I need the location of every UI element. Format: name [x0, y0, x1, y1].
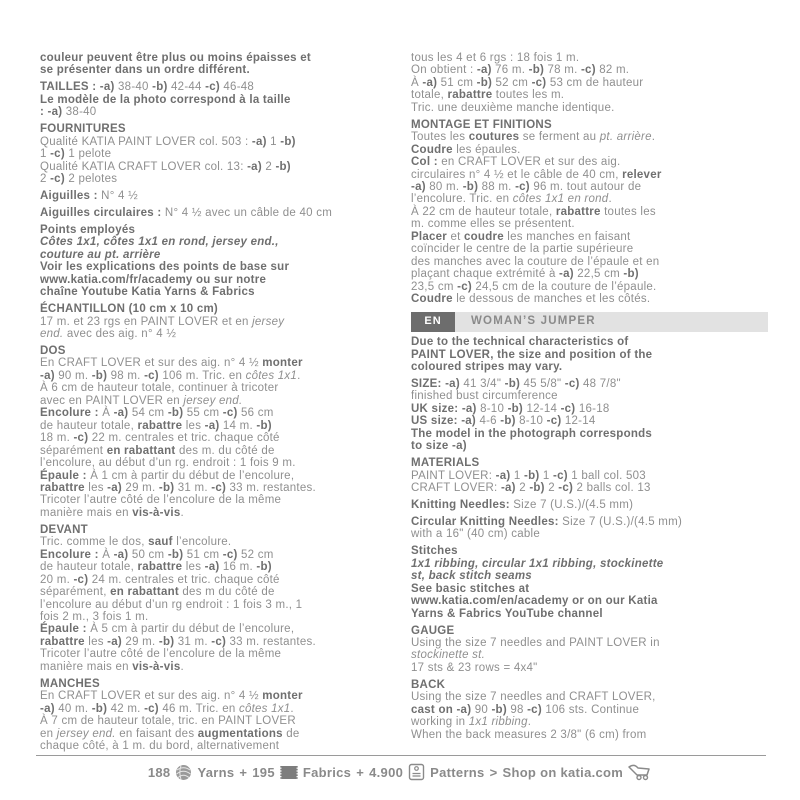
section-heading: Stitches	[411, 545, 458, 558]
text-line: www.katia.com/en/academy or on our Katia	[411, 595, 658, 608]
section-heading: GAUGE	[411, 624, 455, 637]
text-line: totale, rabattre toutes les m.	[411, 89, 565, 102]
text-line: www.katia.com/fr/academy ou sur notre	[40, 273, 267, 286]
text-line: working in 1x1 ribbing.	[411, 716, 532, 729]
text-line: Aiguilles circulaires : N° 4 ½ avec un câble de 40 cm	[40, 206, 333, 219]
text-line: À 6 cm de hauteur totale, continuer à tricoter	[40, 382, 279, 395]
shopping-cart-icon[interactable]	[628, 763, 652, 781]
right-column	[411, 52, 768, 753]
text-line: Côtes 1x1, côtes 1x1 en rond, jersey end.,	[40, 236, 279, 249]
text-line: En CRAFT LOVER et sur des aig. n° 4 ½ monter	[40, 690, 303, 703]
text-line: st, back stitch seams	[411, 570, 532, 583]
text-line: PAINT LOVER, the size and position of the	[411, 348, 653, 361]
text-line: 20 m. -c) 24 m. centrales et tric. chaque côté	[40, 573, 280, 586]
text-line: Placer et coudre les manches en faisant	[411, 230, 631, 243]
text-line: SIZE: -a) 41 3/4" -b) 45 5/8" -c) 48 7/8"	[411, 377, 621, 390]
yarns-label: Yarns	[197, 764, 235, 780]
text-line: UK size: -a) 8-10 -b) 12-14 -c) 16-18	[411, 402, 610, 415]
text-line: Tricoter l’autre côté de l’encolure de la même	[40, 494, 282, 507]
text-line: rabattre les -a) 29 m. -b) 31 m. -c) 33 m. restantes.	[40, 635, 316, 648]
text-line: l’encolure. Tric. en côtes 1x1 en rond.	[411, 193, 612, 206]
text-line: couture au pt. arrière	[40, 248, 161, 261]
text-line: Tric. une deuxième manche identique.	[411, 101, 615, 114]
yarn-ball-icon	[175, 764, 192, 781]
text-line: À -a) 51 cm -b) 52 cm -c) 53 cm de hauteur	[411, 76, 644, 89]
text-line: m. comme elles se présentent.	[411, 218, 575, 231]
text-line: PAINT LOVER: -a) 1 -b) 1 -c) 1 ball col. 503	[411, 469, 646, 482]
text-line: -a) 80 m. -b) 88 m. -c) 96 m. tout autour de	[411, 181, 642, 194]
text-line: Toutes les coutures se ferment au pt. arrière.	[411, 131, 656, 144]
text-line: manière mais en vis-à-vis.	[40, 506, 184, 519]
text-line: Tric. comme le dos, sauf l’encolure.	[40, 536, 232, 549]
yarns-count: 188	[147, 764, 171, 780]
text-line: Tricoter l’autre côté de l’encolure de la même	[40, 648, 282, 661]
text-line: Qualité KATIA PAINT LOVER col. 503 : -a) 1 -b)	[40, 135, 296, 148]
section-heading: MONTAGE ET FINITIONS	[411, 118, 552, 131]
banner-title: WOMAN’S JUMPER	[471, 315, 596, 328]
text-line: de hauteur totale, rabattre les -a) 14 m. -b)	[40, 419, 272, 432]
text-line: coïncider le centre de la partie supérieure	[411, 243, 634, 256]
text-line: end. avec des aig. n° 4 ½	[40, 328, 177, 341]
plus-separator: +	[239, 764, 248, 780]
text-line: : -a) 38-40	[40, 106, 97, 119]
text-line: 18 m. -c) 22 m. centrales et tric. chaque côté	[40, 432, 280, 445]
arrow-separator: >	[489, 764, 498, 780]
text-line: TAILLES : -a) 38-40 -b) 42-44 -c) 46-48	[40, 81, 255, 94]
text-line: Coudre le dessous de manches et les côtés.	[411, 293, 651, 306]
text-line: couleur peuvent être plus ou moins épaisses et	[40, 52, 311, 64]
section-heading: BACK	[411, 678, 446, 691]
language-badge: EN	[411, 312, 455, 332]
text-line: Encolure : À -a) 50 cm -b) 51 cm -c) 52 cm	[40, 548, 274, 561]
text-line: des manches avec la couture de l’épaule et en	[411, 255, 660, 268]
text-line: circulaires n° 4 ½ et le câble de 40 cm, relever	[411, 168, 662, 181]
text-line: Coudre les épaules.	[411, 143, 521, 156]
text-line: finished bust circumference	[411, 390, 558, 403]
text-line: Knitting Needles: Size 7 (U.S.)/(4.5 mm)	[411, 499, 634, 511]
text-line: séparément en rabattant des m. du côté de	[40, 444, 275, 457]
section-heading: MATERIALS	[411, 457, 480, 470]
text-line: Aiguilles : N° 4 ½	[40, 190, 138, 203]
text-line: Qualité KATIA CRAFT LOVER col. 13: -a) 2 -b)	[40, 160, 291, 173]
footer	[0, 763, 800, 781]
patterns-count: 4.900	[369, 764, 404, 780]
footer-divider	[36, 755, 766, 756]
text-line: CRAFT LOVER: -a) 2 -b) 2 -c) 2 balls col. 13	[411, 482, 651, 495]
text-line: plaçant chaque extrémité à -a) 22,5 cm -b)	[411, 268, 639, 281]
text-line: US size: -a) 4-6 -b) 8-10 -c) 12-14	[411, 415, 596, 428]
fabrics-count: 195	[252, 764, 275, 780]
text-line: Using the size 7 needles and CRAFT LOVER,	[411, 691, 656, 704]
text-line: -a) 40 m. -b) 42 m. -c) 46 m. Tric. en côtes 1x1.	[40, 702, 294, 715]
text-line: chaîne Youtube Katia Yarns & Fabrics	[40, 286, 255, 299]
text-line: stockinette st.	[411, 649, 486, 662]
shop-link[interactable]: Shop on katia.com	[502, 764, 624, 780]
patterns-label: Patterns	[430, 764, 485, 780]
text-line: manière mais en vis-à-vis.	[40, 660, 184, 673]
text-line: l’encolure, au début d’un rg. endroit : 1 fois 9 m.	[40, 457, 296, 470]
text-line: See basic stitches at	[411, 582, 530, 595]
text-line: avec en PAINT LOVER en jersey end.	[40, 394, 243, 407]
text-line: The model in the photograph corresponds	[411, 427, 653, 440]
section-heading: ÉCHANTILLON (10 cm x 10 cm)	[40, 303, 219, 316]
text-line: Encolure : À -a) 54 cm -b) 55 cm -c) 56 cm	[40, 407, 274, 420]
language-banner	[411, 312, 768, 332]
text-line: 1 -c) 1 pelote	[40, 148, 112, 161]
text-columns	[40, 52, 768, 753]
text-line: Yarns & Fabrics YouTube channel	[411, 607, 603, 620]
text-line: Le modèle de la photo correspond à la taille	[40, 93, 291, 106]
text-line: with a 16" (40 cm) cable	[411, 528, 540, 541]
text-line: se présenter dans un ordre différent.	[40, 64, 250, 77]
text-line: 17 m. et 23 rgs en PAINT LOVER et en jersey	[40, 315, 285, 328]
section-heading: FOURNITURES	[40, 123, 126, 136]
text-line: en jersey end. en faisant des augmentations de	[40, 727, 300, 740]
text-line: de hauteur totale, rabattre les -a) 16 m. -b)	[40, 561, 272, 574]
fabric-icon	[280, 765, 298, 780]
text-line: fois 2 m., 3 fois 1 m.	[40, 611, 149, 624]
text-line: Circular Knitting Needles: Size 7 (U.S.)/(4.5 mm)	[411, 515, 683, 528]
text-line: Using the size 7 needles and PAINT LOVER in	[411, 637, 660, 650]
text-line: 17 sts & 23 rows = 4x4"	[411, 661, 538, 674]
text-line: -a) 90 m. -b) 98 m. -c) 106 m. Tric. en côtes 1x1.	[40, 369, 301, 382]
text-line: tous les 4 et 6 rgs : 18 fois 1 m.	[411, 52, 580, 64]
plus-separator: +	[356, 764, 365, 780]
text-line: À 7 cm de hauteur totale, tric. en PAINT LOVER	[40, 715, 296, 728]
text-line: Voir les explications des points de base sur	[40, 261, 290, 274]
text-line: l’encolure au début d’un rg endroit : 1 fois 3 m., 1	[40, 598, 303, 611]
text-line: rabattre les -a) 29 m. -b) 31 m. -c) 33 m. restantes.	[40, 482, 316, 494]
text-line: 23,5 cm -c) 24,5 cm de la couture de l’épaule.	[411, 280, 657, 293]
text-line: À 22 cm de hauteur totale, rabattre toutes les	[411, 205, 656, 218]
text-line: Épaule : À 1 cm à partir du début de l’encolure,	[40, 469, 295, 482]
text-line: Due to the technical characteristics of	[411, 336, 629, 349]
left-column-french	[40, 52, 397, 753]
text-line: coloured stripes may vary.	[411, 360, 563, 373]
text-line: Épaule : À 5 cm à partir du début de l’encolure,	[40, 623, 295, 636]
section-heading: MANCHES	[40, 677, 100, 690]
section-heading: Points employés	[40, 223, 136, 236]
text-line: En CRAFT LOVER et sur des aig. n° 4 ½ monter	[40, 357, 303, 370]
text-line: to size -a)	[411, 440, 467, 453]
patterns-leaflet-icon	[408, 763, 425, 781]
text-line: cast on -a) 90 -b) 98 -c) 106 sts. Continue	[411, 703, 640, 716]
text-line: 2 -c) 2 pelotes	[40, 173, 118, 186]
fabrics-label: Fabrics	[302, 764, 352, 780]
text-line: chaque côté, à 1 m. du bord, alternativement	[40, 740, 280, 753]
text-line: On obtient : -a) 76 m. -b) 78 m. -c) 82 m.	[411, 64, 630, 77]
section-heading: DOS	[40, 345, 66, 358]
text-line: Col : en CRAFT LOVER et sur des aig.	[411, 156, 621, 169]
text-line: 1x1 ribbing, circular 1x1 ribbing, stockinette	[411, 557, 664, 570]
text-line: séparément, en rabattant des m du côté de	[40, 586, 275, 599]
text-line: When the back measures 2 3/8" (6 cm) from	[411, 728, 647, 741]
section-heading: DEVANT	[40, 523, 88, 536]
